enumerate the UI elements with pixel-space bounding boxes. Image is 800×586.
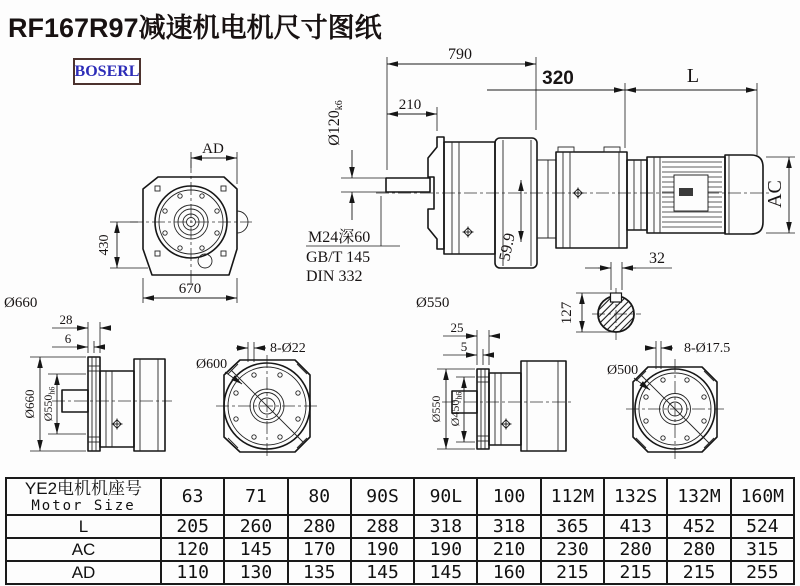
shaft-diameter-label xyxy=(326,100,345,146)
dim-l-label: L xyxy=(686,65,700,87)
table-header-row xyxy=(6,478,794,515)
cell: 205 xyxy=(161,515,224,538)
motor-size-header-cell xyxy=(6,478,161,515)
dim-6-label: 6 xyxy=(64,331,72,346)
cell: 288 xyxy=(351,515,414,538)
cell: 215 xyxy=(604,561,667,584)
column-header: 63 xyxy=(161,478,224,515)
thread-standard-din-label: DIN 332 xyxy=(306,268,363,285)
cell: 260 xyxy=(224,515,287,538)
brand-logo: BOSERL xyxy=(73,58,141,85)
cell: 145 xyxy=(351,561,414,584)
row-label: AC xyxy=(6,538,161,561)
dim-ac-label: AC xyxy=(764,180,786,208)
cell: 210 xyxy=(477,538,540,561)
cell: 255 xyxy=(731,561,794,584)
flange-side-view-2 xyxy=(429,320,572,451)
table-row-ac xyxy=(6,538,794,561)
dim-450h6-tolerance: h6 xyxy=(454,391,464,400)
motor-size-header-en: Motor Size xyxy=(31,498,136,514)
dim-key-width-label: 32 xyxy=(649,250,665,267)
flange-front-view-1 xyxy=(196,341,318,457)
cell: 190 xyxy=(351,538,414,561)
dim-450h6-value: Ø450 xyxy=(448,399,462,427)
cell: 280 xyxy=(667,538,730,561)
thread-standard-gb-label: GB/T 145 xyxy=(306,249,371,266)
page-title: RF167R97减速机电机尺寸图纸 xyxy=(8,13,382,43)
cell: 315 xyxy=(731,538,794,561)
column-header: 132S xyxy=(604,478,667,515)
cell: 135 xyxy=(288,561,351,584)
row-label: AD xyxy=(6,561,161,584)
flange-660-label: Ø660 xyxy=(4,295,38,311)
dim-320-label: 320 xyxy=(542,68,574,89)
dim-28-label: 28 xyxy=(59,312,73,327)
dim-5-label: 5 xyxy=(460,339,468,354)
dim-430-label: 430 xyxy=(97,234,112,256)
shaft-key-section xyxy=(559,250,672,340)
column-header: 90S xyxy=(351,478,414,515)
cell: 524 xyxy=(731,515,794,538)
dim-550h6-label xyxy=(41,387,57,422)
table-row-l xyxy=(6,515,794,538)
cell: 318 xyxy=(477,515,540,538)
cell: 110 xyxy=(161,561,224,584)
dim-550-label: Ø550 xyxy=(429,395,443,423)
cell: 170 xyxy=(288,538,351,561)
bolt-holes-8-17-5-label: 8-Ø17.5 xyxy=(684,341,731,356)
dim-59-9-label: 59.9 xyxy=(496,231,519,263)
cell: 190 xyxy=(414,538,477,561)
cell: 413 xyxy=(604,515,667,538)
cell: 215 xyxy=(667,561,730,584)
column-header: 160M xyxy=(731,478,794,515)
column-header: 80 xyxy=(288,478,351,515)
cell: 318 xyxy=(414,515,477,538)
dim-450h6-label xyxy=(448,392,464,427)
cell: 160 xyxy=(477,561,540,584)
cell: 120 xyxy=(161,538,224,561)
bolt-circle-600-label: Ø600 xyxy=(196,357,228,372)
cell: 145 xyxy=(224,538,287,561)
motor-nameplate-text-block xyxy=(679,188,693,196)
flange-side-view-1 xyxy=(4,295,172,451)
table-row-ad xyxy=(6,561,794,584)
column-header: 90L xyxy=(414,478,477,515)
flange-front-view-2 xyxy=(607,341,730,459)
gearbox-front-view xyxy=(97,141,252,303)
column-header: 71 xyxy=(224,478,287,515)
cell: 145 xyxy=(414,561,477,584)
dim-25-label: 25 xyxy=(450,320,464,335)
dim-790-label: 790 xyxy=(448,46,472,63)
column-header: 132M xyxy=(667,478,730,515)
dim-670-label: 670 xyxy=(178,281,202,297)
dim-660-label: Ø660 xyxy=(22,389,37,419)
cell: 130 xyxy=(224,561,287,584)
dim-210-label: 210 xyxy=(398,97,422,113)
flange-550-label: Ø550 xyxy=(416,295,450,311)
dim-shaft-key-label: 127 xyxy=(559,301,575,325)
thread-spec-label: M24深60 xyxy=(308,229,371,246)
dim-550h6-value: Ø550 xyxy=(41,394,55,422)
cell: 230 xyxy=(541,538,604,561)
shaft-diameter-tolerance: k6 xyxy=(334,100,345,111)
motor-fan-cowl xyxy=(725,155,763,234)
motor-size-header-cn: YE2电机机座号 xyxy=(24,479,143,498)
cell: 280 xyxy=(288,515,351,538)
cell: 365 xyxy=(541,515,604,538)
cell: 452 xyxy=(667,515,730,538)
motor-size-table xyxy=(5,477,795,585)
row-label: L xyxy=(6,515,161,538)
dim-550h6-tolerance: h6 xyxy=(47,386,57,395)
shaft-diameter-value: Ø120 xyxy=(326,110,343,146)
bolt-holes-8-22-label: 8-Ø22 xyxy=(270,341,306,356)
column-header: 100 xyxy=(477,478,540,515)
bolt-circle-500-label: Ø500 xyxy=(607,363,639,378)
cell: 215 xyxy=(541,561,604,584)
dim-ad-label: AD xyxy=(202,141,224,157)
column-header: 112M xyxy=(541,478,604,515)
cell: 280 xyxy=(604,538,667,561)
gearbox-motor-side-view xyxy=(306,46,795,311)
